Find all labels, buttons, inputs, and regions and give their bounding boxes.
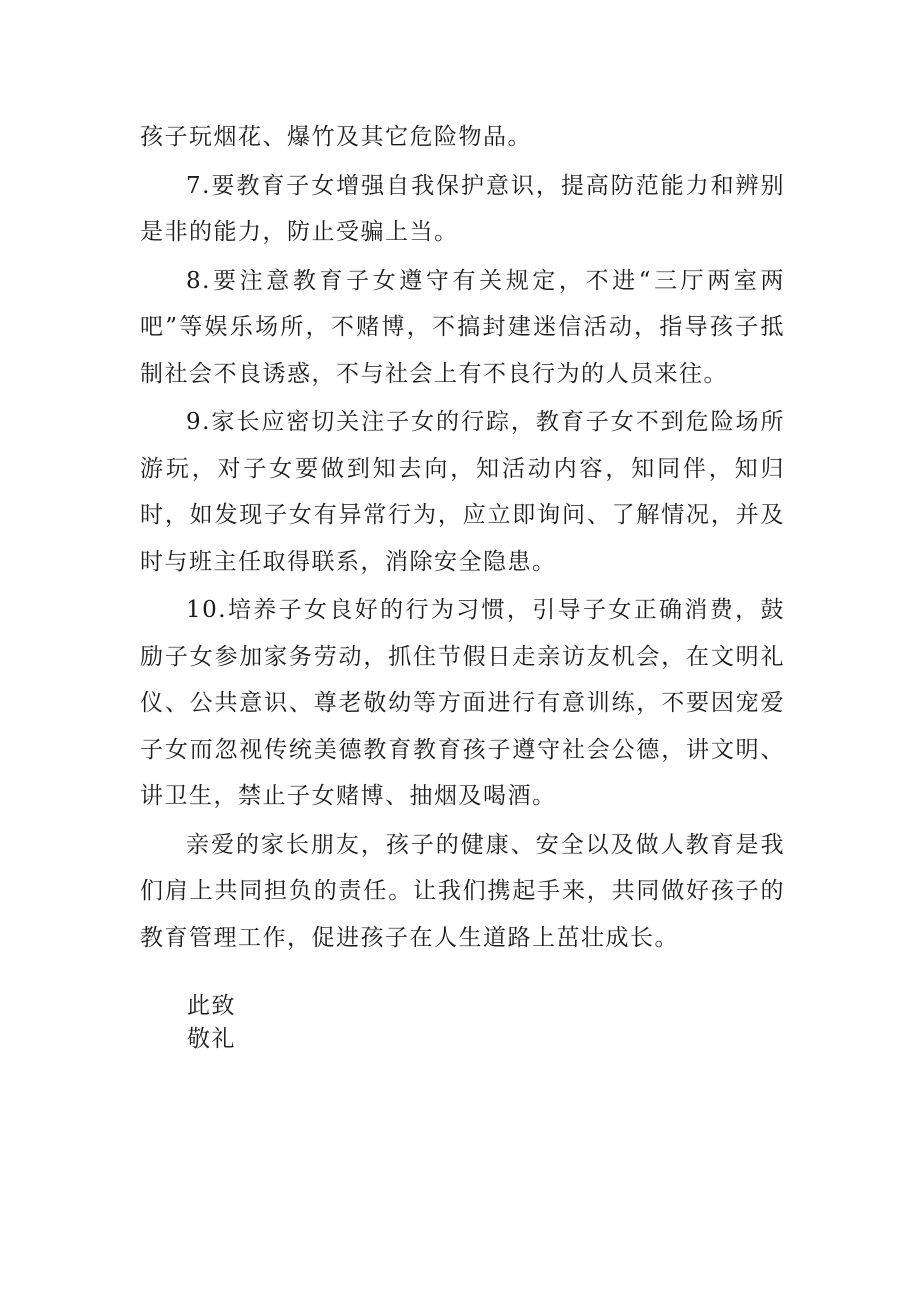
salutation [187,990,236,1056]
paragraph-continuation: 孩子玩烟花、爆竹及其它危险物品。 [140,124,532,150]
paragraph-item-10: 10.培养子女良好的行为习惯，引导子女正确消费，鼓励子女参加家务劳动，抓住节假日走亲访友机会，在文明礼仪、公共意识、尊老敬幼等方面进行有意训练，不要因宠爱子女而忽视传统美德教育教育孩子遵守社会公德，讲文明、讲卫生，禁止子女赌博、抽烟及喝酒。 [140,597,785,809]
paragraph-item-9: 9.家长应密切关注子女的行踪，教育子女不到危险场所游玩，对子女要做到知去向，知活动内容，知同伴，知归时，如发现子女有异常行为，应立即询问、了解情况，并及时与班主任取得联系，消除安全隐患。 [140,409,785,575]
salutation-line-2: 敬礼 [187,1026,236,1052]
paragraph-item-7: 7.要教育子女增强自我保护意识，提高防范能力和辨别是非的能力，防止受骗上当。 [140,172,785,245]
paragraph-closing-remarks: 亲爱的家长朋友，孩子的健康、安全以及做人教育是我们肩上共同担负的责任。让我们携起手来，共同做好孩子的教育管理工作，促进孩子在人生道路上茁壮成长。 [140,831,785,951]
salutation-line-1: 此致 [187,993,236,1019]
body-text [140,114,785,961]
paragraph-item-8: 8.要注意教育子女遵守有关规定，不进“三厅两室两吧”等娱乐场所，不赌博，不搞封建迷信活动，指导孩子抵制社会不良诱惑，不与社会上有不良行为的人员来往。 [140,267,785,387]
